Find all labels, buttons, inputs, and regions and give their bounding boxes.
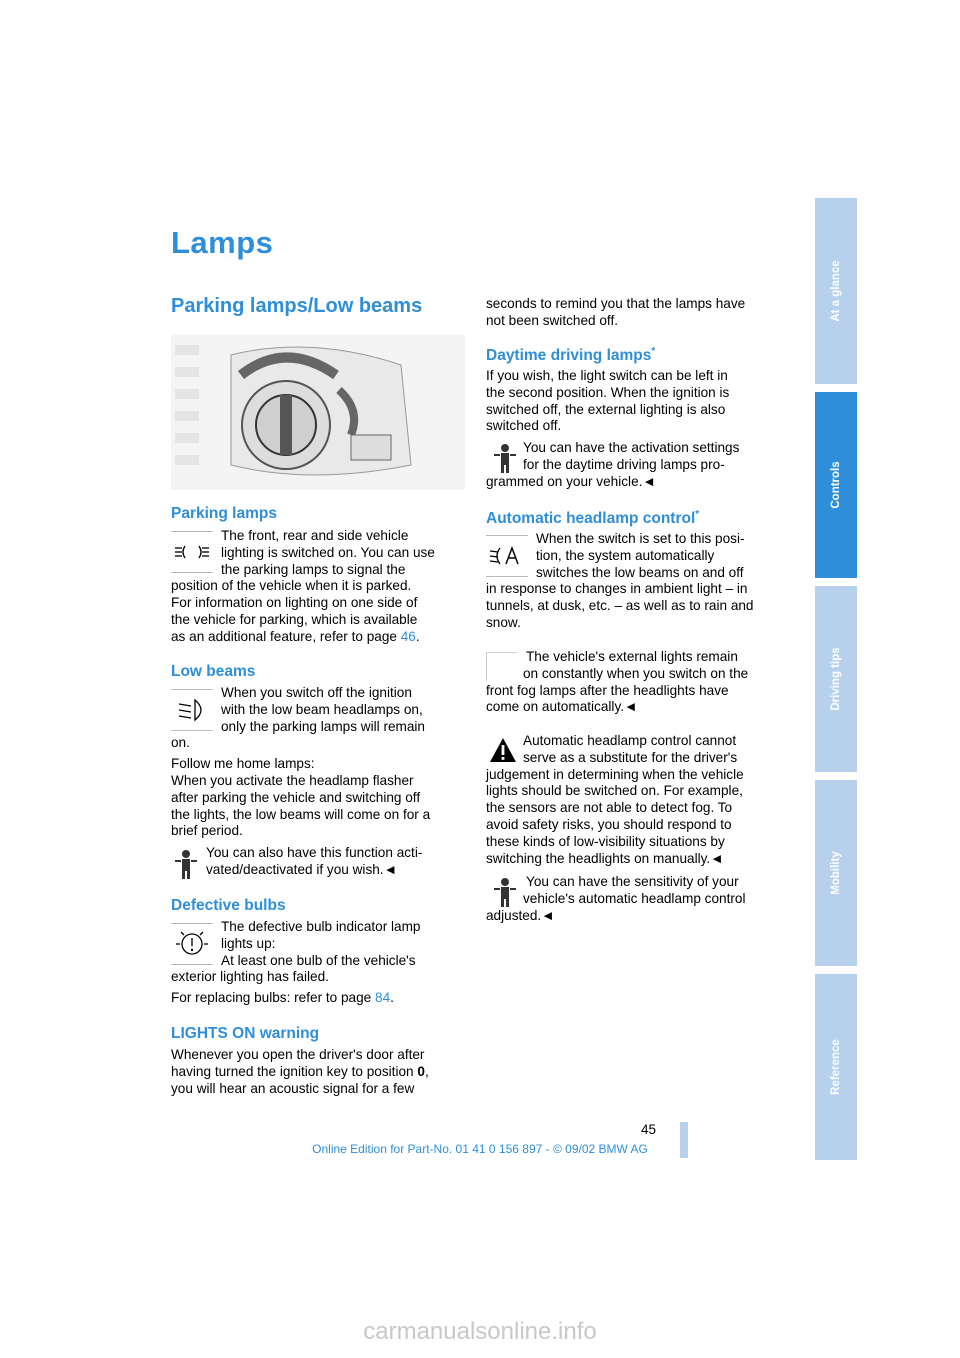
page-ref-link[interactable]: 46 <box>400 628 416 644</box>
page-number: 45 <box>641 1122 657 1137</box>
text-line: the second position. When the ignition is <box>486 384 730 400</box>
text-line: vated/deactivated if you wish.◄ <box>206 861 398 877</box>
page-ref-link[interactable]: 84 <box>375 990 391 1006</box>
text-line: If you wish, the light switch can be left in <box>486 368 728 383</box>
tab-label: Reference <box>830 1039 842 1095</box>
text-line: When you activate the headlamp flasher <box>171 772 414 788</box>
text-line: after parking the vehicle and switching off <box>171 789 421 805</box>
tab-label: Driving tips <box>830 647 842 711</box>
text-line: You can also have this function acti- <box>206 845 423 860</box>
text-line: these kinds of low-visibility situations by <box>486 833 725 849</box>
parking-lamps-heading: Parking lamps <box>171 505 277 522</box>
text-line: Follow me home lamps: <box>171 756 315 772</box>
text-line: switches the low beams on and off <box>536 564 744 580</box>
tab-label: Controls <box>830 461 842 509</box>
text-line: lighting is switched on. You can use <box>221 544 435 560</box>
text-line: judgement in determining when the vehicle <box>486 766 744 782</box>
text-line: switching the headlights on manually.◄ <box>486 850 724 866</box>
position-value: 0 <box>417 1063 425 1079</box>
text-line: avoid safety risks, you should respond to <box>486 816 732 832</box>
automatic-heading-text: Automatic headlamp control <box>486 510 696 528</box>
ref-end: . <box>415 628 420 644</box>
text-line: adjusted.◄ <box>486 907 555 923</box>
text-line: lights should be switched on. For example, <box>486 783 743 799</box>
text-line: The defective bulb indicator lamp <box>221 919 421 934</box>
text-line: brief period. <box>171 823 243 839</box>
text-line: , <box>424 1063 429 1079</box>
text-line: switched off. <box>486 418 562 434</box>
tab-label: Mobility <box>830 851 842 895</box>
person-note-icon <box>171 848 201 880</box>
text-line: snow. <box>486 614 521 630</box>
daytime-heading <box>486 346 655 365</box>
ref-text: For replacing bulbs: refer to page <box>171 990 372 1006</box>
light-switch-figure <box>171 335 465 490</box>
text-line: not been switched off. <box>486 312 619 328</box>
text-line: grammed on your vehicle.◄ <box>486 473 656 489</box>
text-line: You can have the activation settings <box>523 440 740 455</box>
text-line: switched off, the external lighting is also <box>486 401 726 417</box>
automatic-heading <box>486 509 699 528</box>
text-line: tunnels, at dusk, etc. – as well as to rain and <box>486 598 754 614</box>
text-line: exterior lighting has failed. <box>171 969 329 985</box>
text-line: For information on lighting on one side of <box>171 595 418 611</box>
tab-controls[interactable] <box>815 392 857 578</box>
defective-bulbs-heading: Defective bulbs <box>171 897 286 914</box>
section-title: Parking lamps/Low beams <box>171 295 423 317</box>
chapter-tabs <box>815 198 857 1168</box>
text-line: with the low beam headlamps on, <box>221 701 423 717</box>
text-line: you will hear an acoustic signal for a few <box>171 1080 415 1096</box>
low-beams-heading: Low beams <box>171 663 256 680</box>
text-line: the lights, the low beams will come on for a <box>171 806 431 822</box>
text-line: front fog lamps after the headlights have <box>486 682 729 698</box>
tab-at-a-glance[interactable] <box>815 198 857 384</box>
text-line: seconds to remind you that the lamps have <box>486 296 746 311</box>
text-line: serve as a substitute for the driver's <box>523 749 738 765</box>
text-line: lights up: <box>221 935 276 951</box>
page-title: Lamps <box>171 225 274 260</box>
text-line: The vehicle's external lights remain <box>526 649 738 664</box>
optional-star: * <box>651 346 656 357</box>
text-line: for the daytime driving lamps pro- <box>523 456 725 472</box>
text-line: When you switch off the ignition <box>221 685 412 700</box>
text-line: At least one bulb of the vehicle's <box>221 952 416 968</box>
tab-reference[interactable] <box>815 974 857 1160</box>
ref-text: as an additional feature, refer to page <box>171 628 397 644</box>
tab-label: At a glance <box>830 260 842 322</box>
text-line: You can have the sensitivity of your <box>526 874 739 889</box>
watermark: carmanualsonline.info <box>363 1318 597 1345</box>
text-line: come on automatically.◄ <box>486 699 638 715</box>
text-line: in response to changes in ambient light – in <box>486 581 748 597</box>
tab-driving-tips[interactable] <box>815 586 857 772</box>
text-line: position of the vehicle when it is parked. <box>171 578 412 594</box>
text-line: only the parking lamps will remain <box>221 718 425 734</box>
ref-end: . <box>390 990 394 1006</box>
daytime-heading-text: Daytime driving lamps <box>486 347 652 365</box>
text-line: the vehicle for parking, which is available <box>171 611 418 627</box>
text-line: Automatic headlamp control cannot <box>523 733 737 748</box>
text-line: tion, the system automatically <box>536 547 715 563</box>
text-line: the sensors are not able to detect fog. To <box>486 800 733 816</box>
optional-star: * <box>695 509 700 520</box>
text-line: Whenever you open the driver's door after <box>171 1047 425 1062</box>
text-line: vehicle's automatic headlamp control <box>523 890 746 906</box>
text-line: the parking lamps to signal the <box>221 561 406 577</box>
text-line: having turned the ignition key to position <box>171 1063 414 1079</box>
text-line: on. <box>171 735 190 751</box>
footer-text: Online Edition for Part-No. 01 41 0 156 897 - © 09/02 BMW AG <box>312 1142 648 1156</box>
text-line: The front, rear and side vehicle <box>221 528 409 543</box>
tab-mobility[interactable] <box>815 780 857 966</box>
text-line: When the switch is set to this posi- <box>536 531 745 546</box>
lights-on-heading: LIGHTS ON warning <box>171 1025 320 1042</box>
text-line: on constantly when you switch on the <box>523 665 749 681</box>
